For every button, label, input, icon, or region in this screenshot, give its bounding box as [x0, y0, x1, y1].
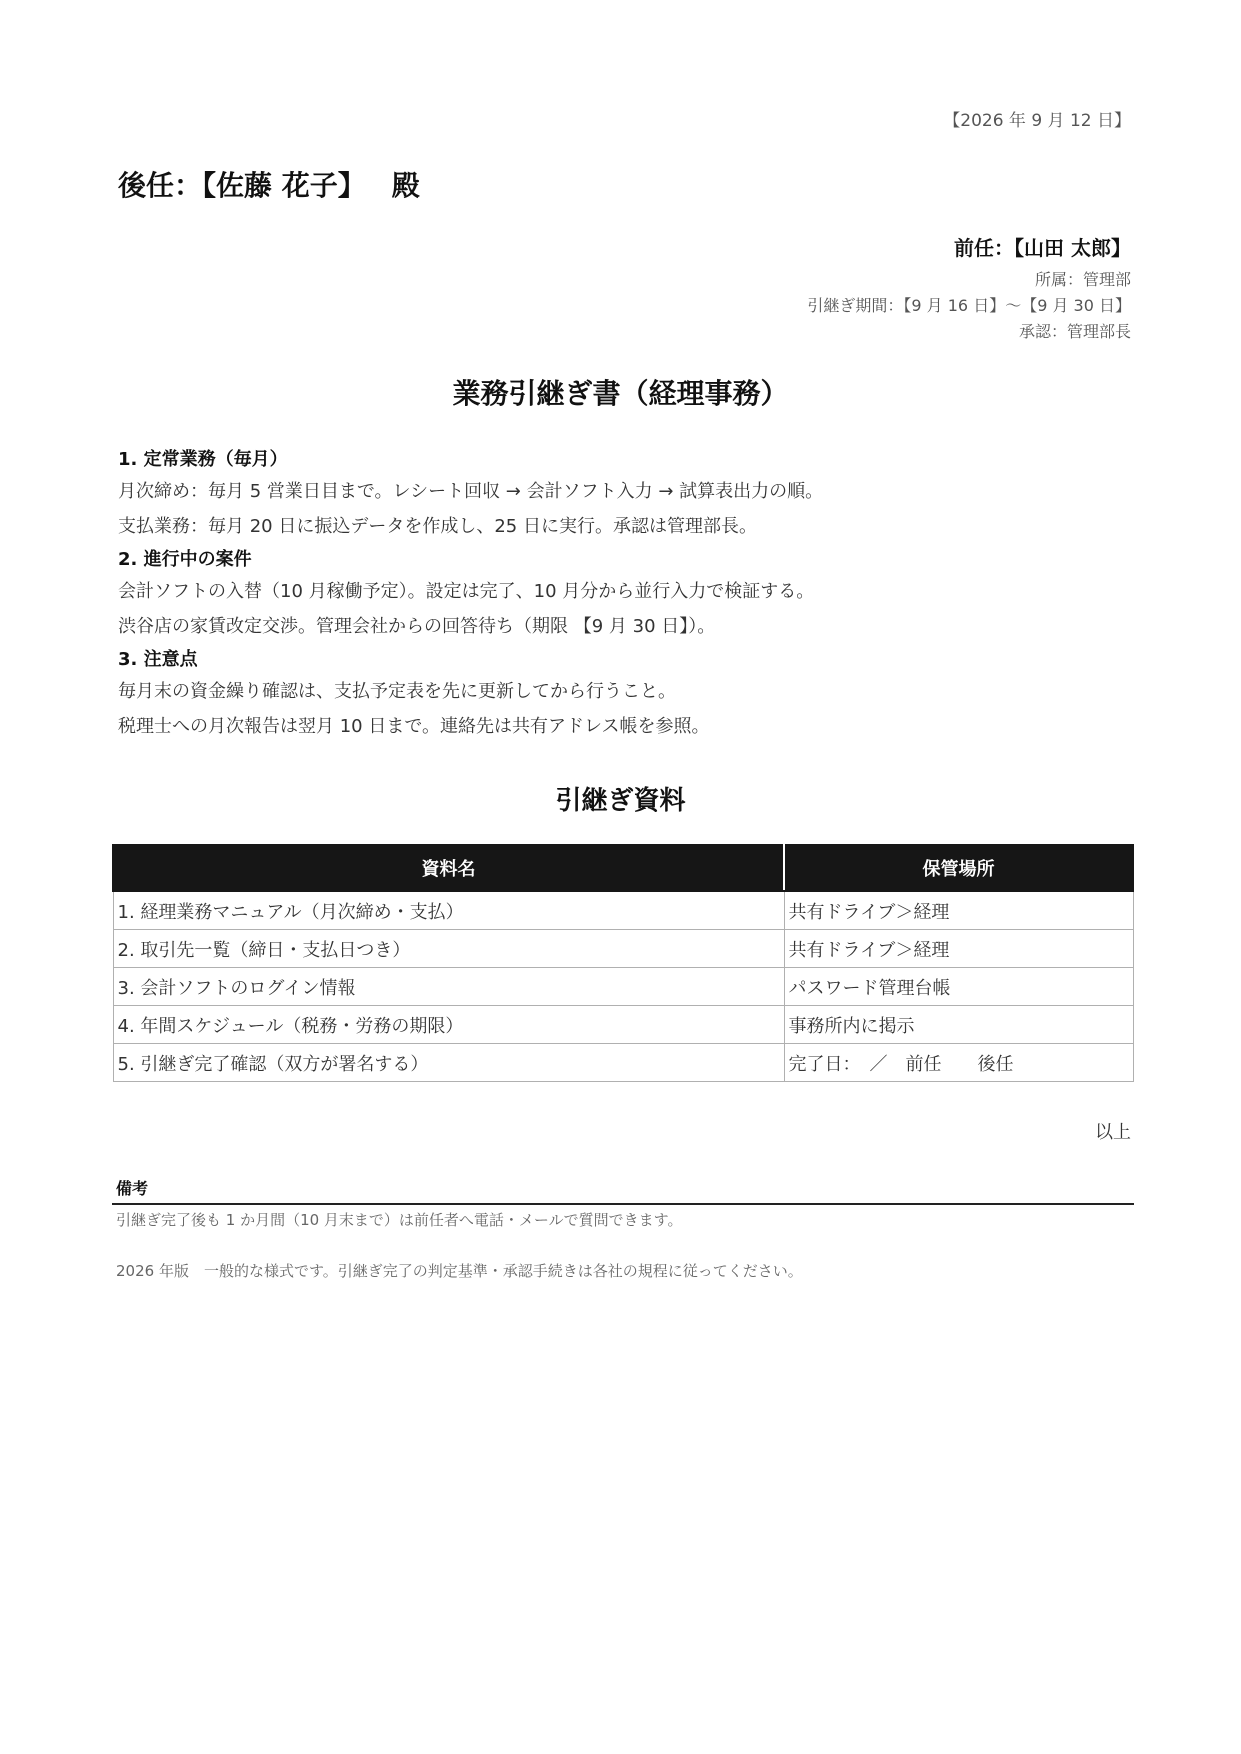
material-name-cell: 2. 取引先一覧（締日・支払日つき） [113, 930, 784, 968]
material-name-cell: 3. 会計ソフトのログイン情報 [113, 968, 784, 1006]
table-header-row [113, 845, 1133, 891]
successor-honorific: 殿 [391, 169, 420, 202]
section-line: 渋谷店の家賃改定交渉。管理会社からの回答待ち（期限 【9 月 30 日】）。 [118, 616, 716, 637]
section-line: 会計ソフトの入替（10 月稼働予定）。設定は完了、10 月分から並行入力で検証する。 [118, 581, 815, 602]
document-date: 【2026 年 9 月 12 日】 [943, 111, 1131, 131]
closing-mark: 以上 [1095, 1122, 1131, 1143]
department: 所属：管理部 [1034, 270, 1131, 289]
materials-title: 引継ぎ資料 [555, 786, 686, 816]
section-line: 支払業務：毎月 20 日に振込データを作成し、25 日に実行。承認は管理部長。 [118, 516, 757, 537]
remarks-text: 引継ぎ完了後も 1 か月間（10 月末まで）は前任者へ電話・メールで質問できます。 [116, 1211, 683, 1229]
footnote: 2026 年版 一般的な様式です。引継ぎ完了の判定基準・承認手続きは各社の規程に従ってください。 [116, 1262, 803, 1280]
material-name-cell: 4. 年間スケジュール（税務・労務の期限） [113, 1006, 784, 1044]
successor-name: 後任：【佐藤 花子】 [118, 169, 366, 202]
column-header-location: 保管場所 [784, 845, 1133, 891]
section-heading-routine: 1. 定常業務（毎月） [118, 449, 288, 470]
predecessor-block [807, 232, 1131, 345]
section-line: 毎月末の資金繰り確認は、支払予定表を先に更新してから行うこと。 [118, 681, 676, 702]
storage-location-cell: パスワード管理台帳 [784, 968, 1133, 1006]
predecessor-name: 前任：【山田 太郎】 [954, 236, 1131, 260]
section-heading-notes: 3. 注意点 [118, 649, 198, 670]
approval: 承認：管理部長 [1018, 322, 1131, 341]
section-line: 税理士への月次報告は翌月 10 日まで。連絡先は共有アドレス帳を参照。 [118, 716, 710, 737]
document-title: 業務引継ぎ書（経理事務） [452, 377, 789, 410]
materials-table [112, 844, 1134, 1082]
sections [118, 444, 1128, 744]
section-line: 月次締め：毎月 5 営業日目まで。レシート回収 → 会計ソフト入力 → 試算表出力の順。 [118, 481, 824, 502]
table-row [113, 891, 1133, 930]
remarks-heading: 備考 [112, 1176, 1134, 1205]
table-row [113, 930, 1133, 968]
table-row [113, 1006, 1133, 1044]
remarks [112, 1176, 1134, 1230]
material-name-cell: 1. 経理業務マニュアル（月次締め・支払） [113, 891, 784, 930]
completion-signature-cell: 完了日： ／ 前任 後任 [784, 1044, 1133, 1082]
material-name-cell: 5. 引継ぎ完了確認（双方が署名する） [113, 1044, 784, 1082]
table-row [113, 968, 1133, 1006]
column-header-material: 資料名 [113, 845, 784, 891]
storage-location-cell: 事務所内に掲示 [784, 1006, 1133, 1044]
handover-period: 引継ぎ期間：【9 月 16 日】〜【9 月 30 日】 [807, 296, 1131, 315]
storage-location-cell: 共有ドライブ＞経理 [784, 891, 1133, 930]
table-row [113, 1044, 1133, 1082]
successor-addressee [118, 164, 420, 204]
storage-location-cell: 共有ドライブ＞経理 [784, 930, 1133, 968]
section-heading-ongoing: 2. 進行中の案件 [118, 549, 252, 570]
